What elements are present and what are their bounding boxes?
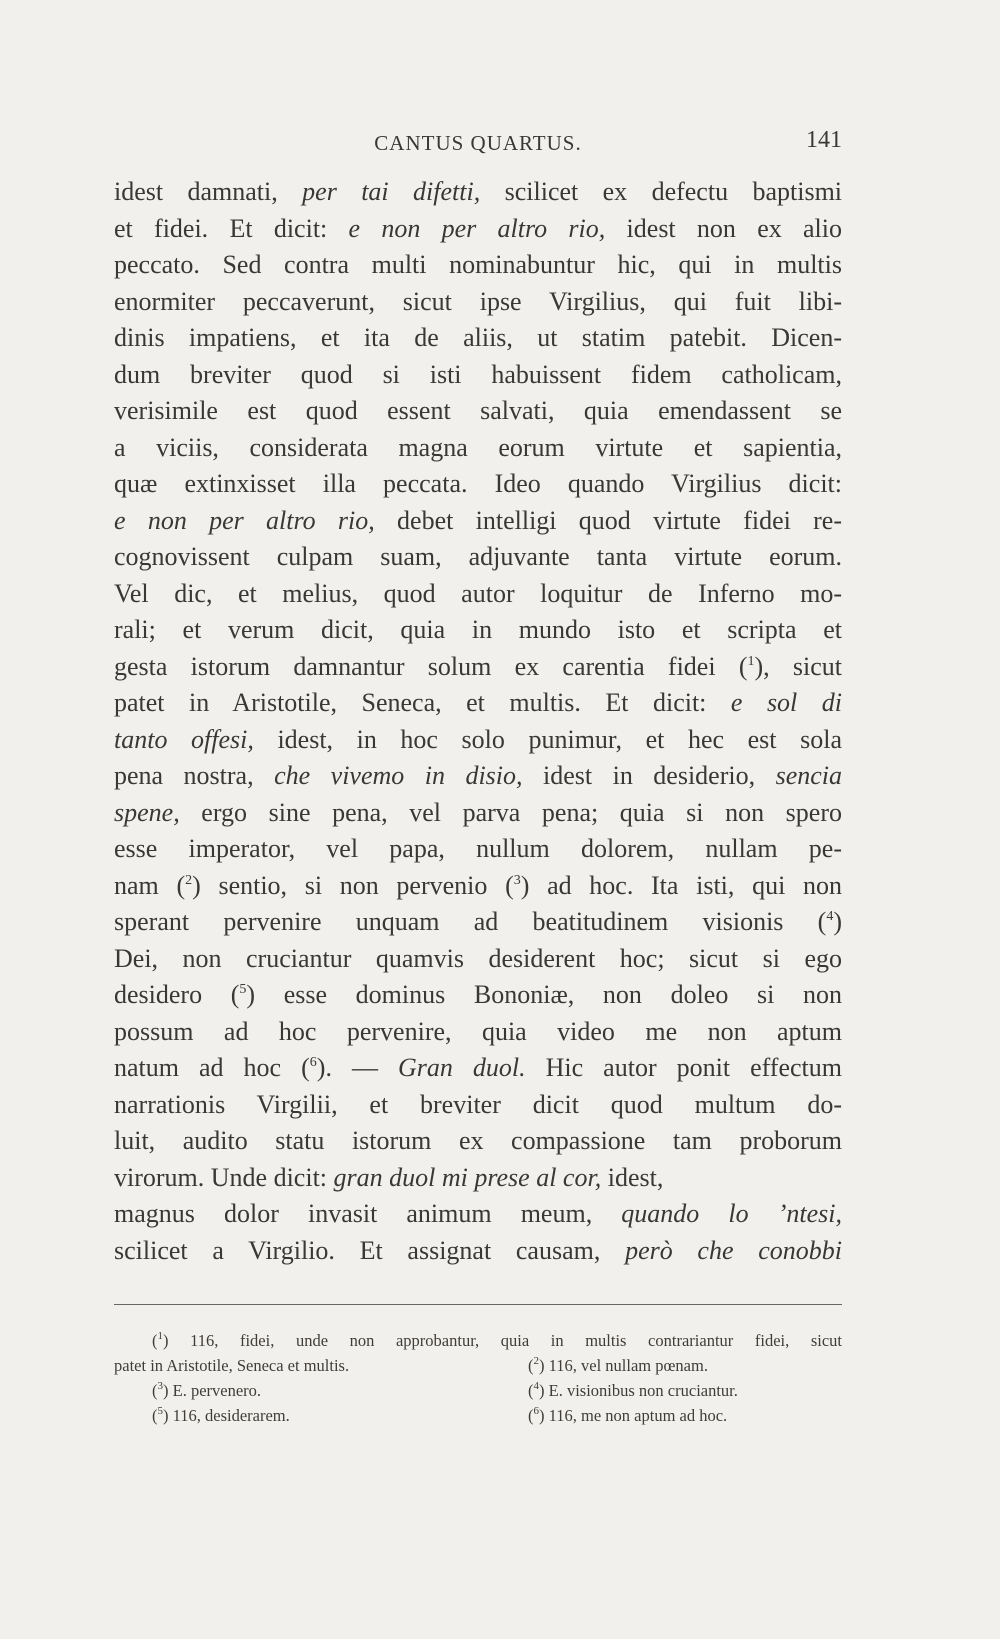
text-line <box>114 576 842 613</box>
footnote-text: 116, fidei, unde non approbantur, quia in multis contrariantur fidei, sicut <box>190 1331 842 1350</box>
text-run: Dei, non cruciantur quamvis desiderent hoc; sicut si ego <box>114 943 842 973</box>
footnote-mark: 4 <box>533 1380 539 1392</box>
text-line <box>114 1014 842 1051</box>
text-run: scilicet ex defectu baptismi <box>480 177 843 206</box>
footnote-text: E. pervenero. <box>172 1381 262 1400</box>
text-run: ergo sine pena, vel parva pena; quia si non spero <box>179 797 842 827</box>
text-run: esse imperator, vel papa, nullum dolorem, nullam pe- <box>114 834 842 863</box>
footnote-1-continued: patet in Aristotile, Seneca et multis. <box>114 1356 350 1375</box>
footnote-reference: 1 <box>747 653 755 669</box>
text-line <box>114 430 842 467</box>
text-line <box>114 868 842 905</box>
footnote-mark: 2 <box>533 1355 539 1367</box>
footnote-reference: 6 <box>309 1055 317 1070</box>
footnote-5: ($^5$) 116, desiderarem. <box>152 1405 290 1425</box>
text-run: narrationis Virgilii, et breviter dicit quod multum do- <box>114 1089 842 1119</box>
text-run: pena nostra, <box>114 761 275 790</box>
footnote-reference: 2 <box>185 872 193 888</box>
footnote-4: ($^4$) E. visionibus non cruciantur. <box>528 1380 738 1400</box>
text-line <box>114 904 842 941</box>
text-line <box>114 1087 842 1124</box>
text-line <box>114 284 842 321</box>
footnote-text: 116, vel nullam pœnam. <box>548 1356 708 1375</box>
text-run: ). — <box>316 1053 398 1082</box>
text-run: dinis impatiens, et ita de aliis, ut statim patebit. Dicen- <box>114 323 842 352</box>
italic-quotation: tanto offesi, <box>114 724 254 754</box>
text-line <box>114 1196 842 1233</box>
footnote-reference: 5 <box>239 982 247 997</box>
footnote-2: ($^2$) 116, vel nullam pœnam. <box>528 1355 708 1375</box>
footnote-1: ($^1$) 116, fidei, unde non approbantur, quia in multis contrariantur fidei, sicut <box>152 1330 842 1350</box>
text-run: peccato. Sed contra multi nominabuntur hic, qui in multis <box>114 250 842 279</box>
italic-quotation: gran duol mi prese al cor, <box>333 1162 602 1192</box>
text-run: virorum. Unde dicit: <box>114 1162 334 1192</box>
text-run: idest non ex alio <box>605 213 843 243</box>
footnote-divider <box>114 1304 842 1305</box>
text-line <box>114 1160 842 1197</box>
text-run: ), sicut <box>754 651 842 681</box>
text-run: Hic autor ponit effectum <box>525 1053 842 1082</box>
text-run: ) esse dominus Bononiæ, non doleo si non <box>246 980 842 1009</box>
italic-quotation: però che conobbi <box>625 1235 842 1265</box>
text-run: dum breviter quod si isti habuissent fidem catholicam, <box>114 359 842 389</box>
footnote-3: ($^3$) E. pervenero. <box>152 1380 262 1400</box>
italic-quotation: e non per altro rio, <box>114 505 375 535</box>
body-text <box>114 174 842 1269</box>
footnote-text: E. visionibus non cruciantur. <box>548 1381 738 1400</box>
text-run: gesta istorum damnantur solum ex carentia fidei ( <box>114 651 748 681</box>
text-run: idest, <box>601 1162 664 1192</box>
text-run: ) <box>833 907 842 936</box>
text-run: et fidei. Et dicit: <box>114 213 349 243</box>
text-run: a viciis, considerata magna eorum virtute et sapientia, <box>114 432 842 462</box>
text-run: desidero ( <box>114 980 240 1009</box>
text-run: natum ad hoc ( <box>114 1053 310 1082</box>
text-run: rali; et verum dicit, quia in mundo isto et scripta et <box>114 615 842 644</box>
text-run: cognovissent culpam suam, adjuvante tanta virtute eorum. <box>114 542 842 571</box>
text-run: magnus dolor invasit animum meum, <box>114 1199 622 1228</box>
text-line <box>114 612 842 649</box>
footnote-mark: 5 <box>157 1405 163 1417</box>
text-line <box>114 1050 842 1087</box>
text-run: ) sentio, si non pervenio ( <box>192 870 514 900</box>
footnote-mark: 3 <box>157 1380 163 1392</box>
text-run: sperant pervenire unquam ad beatitudinem visionis ( <box>114 907 827 936</box>
text-run: luit, audito statu istorum ex compassione tam proborum <box>114 1126 842 1155</box>
text-run: idest in desiderio, <box>522 761 776 790</box>
italic-quotation: Gran duol. <box>397 1053 526 1082</box>
text-line <box>114 539 842 576</box>
text-line <box>114 466 842 503</box>
italic-quotation: e sol di <box>730 688 842 717</box>
footnote-reference: 3 <box>513 872 521 888</box>
text-line <box>114 211 842 248</box>
text-line <box>114 941 842 978</box>
text-run: scilicet a Virgilio. Et assignat causam, <box>114 1235 626 1265</box>
footnote-text: 116, desiderarem. <box>172 1406 290 1425</box>
text-run: possum ad hoc pervenire, quia video me non aptum <box>114 1016 842 1046</box>
text-line <box>114 1123 842 1160</box>
text-run: ) ad hoc. Ita isti, qui non <box>520 870 842 900</box>
text-line <box>114 393 842 430</box>
italic-quotation: quando lo ’ntesi, <box>621 1199 842 1228</box>
text-line <box>114 685 842 722</box>
footnote-text: 116, me non aptum ad hoc. <box>548 1406 728 1425</box>
running-head: CANTUS QUARTUS. <box>374 131 582 155</box>
text-run: enormiter peccaverunt, sicut ipse Virgilius, qui fuit libi- <box>114 286 842 316</box>
text-run: debet intelligi quod virtute fidei re- <box>374 505 843 535</box>
text-run: nam ( <box>114 870 186 900</box>
italic-quotation: per tai difetti, <box>302 177 481 206</box>
text-line <box>114 1233 842 1270</box>
text-line <box>114 357 842 394</box>
text-line <box>114 831 842 868</box>
text-line <box>114 320 842 357</box>
footnote-reference: 4 <box>826 909 834 924</box>
italic-quotation: e non per altro rio, <box>348 213 606 243</box>
page-header <box>114 127 842 167</box>
text-line <box>114 503 842 540</box>
text-line <box>114 722 842 759</box>
text-run: verisimile est quod essent salvati, quia emendassent se <box>114 396 842 425</box>
footnote-mark: 6 <box>533 1405 539 1417</box>
text-line <box>114 758 842 795</box>
italic-quotation: che vivemo in disio, <box>274 761 523 790</box>
text-line <box>114 649 842 686</box>
text-line <box>114 977 842 1014</box>
italic-quotation: spene, <box>114 797 180 827</box>
footnote-6: ($^6$) 116, me non aptum ad hoc. <box>528 1405 728 1425</box>
text-line <box>114 247 842 284</box>
italic-quotation: sencia <box>775 761 843 790</box>
text-line <box>114 795 842 832</box>
text-run: idest, in hoc solo punimur, et hec est sola <box>253 724 842 754</box>
text-run: quæ extinxisset illa peccata. Ideo quando Virgilius dicit: <box>114 469 842 498</box>
text-run: Vel dic, et melius, quod autor loquitur de Inferno mo- <box>114 578 842 608</box>
page-number: 141 <box>806 127 842 153</box>
footnote-mark: 1 <box>157 1330 163 1342</box>
text-run: idest damnati, <box>114 177 303 206</box>
footnotes <box>114 1328 842 1428</box>
text-line <box>114 174 842 211</box>
text-run: patet in Aristotile, Seneca, et multis. Et dicit: <box>114 688 731 717</box>
